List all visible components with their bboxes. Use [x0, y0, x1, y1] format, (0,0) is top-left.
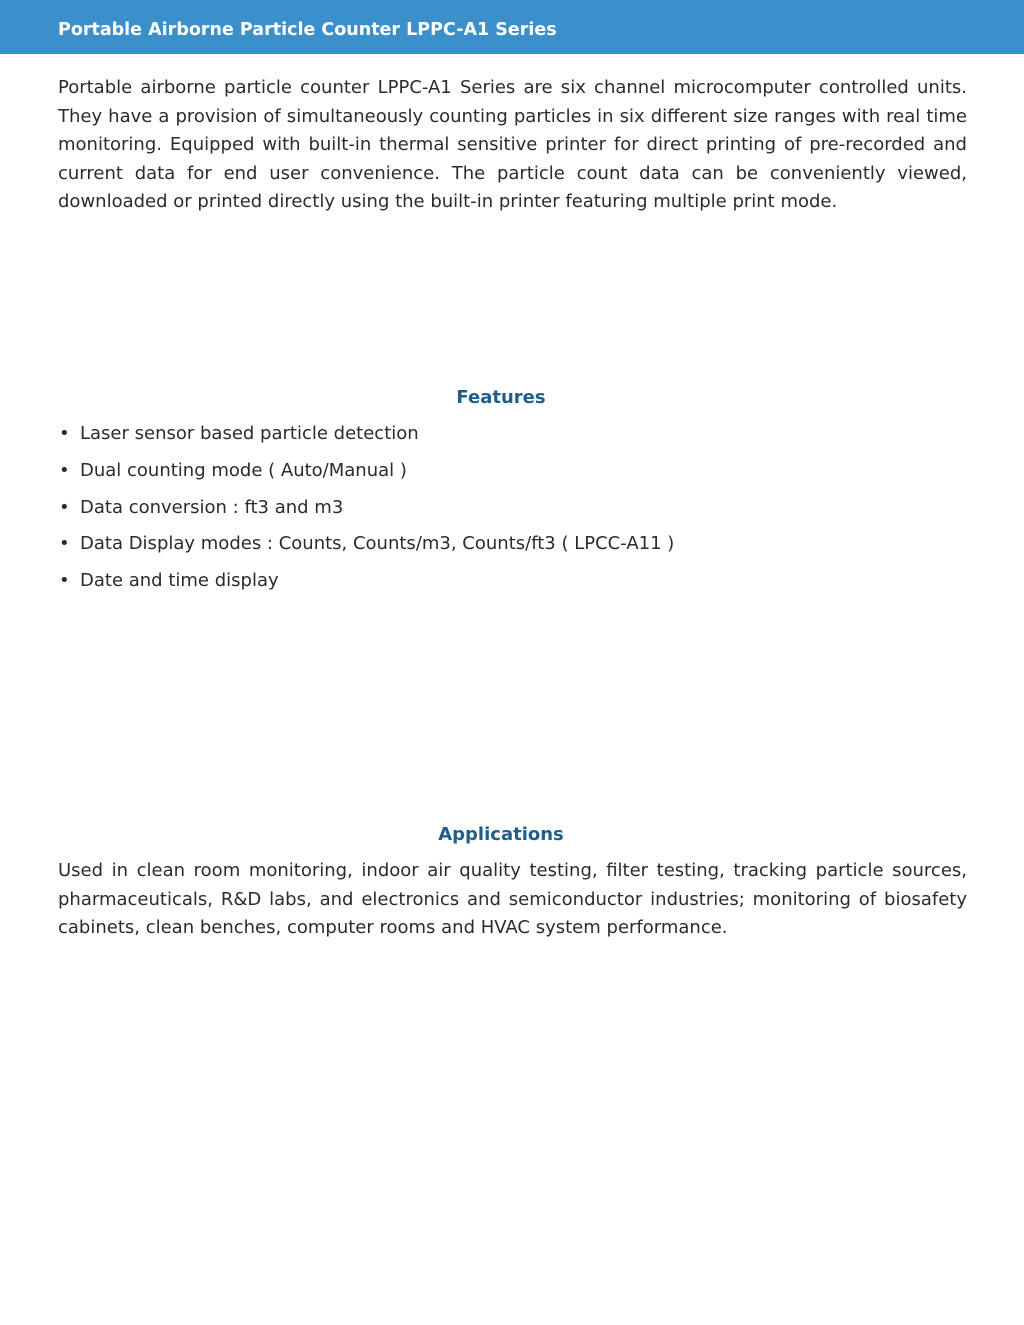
features-list	[58, 422, 674, 606]
bullet-icon: •	[59, 496, 70, 518]
bullet-icon: •	[59, 570, 70, 592]
features-heading: Features	[456, 387, 546, 408]
feature-text: Laser sensor based particle detection	[80, 423, 419, 444]
bullet-icon: •	[59, 423, 70, 444]
feature-text: Dual counting mode ( Auto/Manual )	[80, 459, 407, 481]
bullet-icon: •	[59, 533, 70, 555]
intro-paragraph: Portable airborne particle counter LPPC-A1 Series are six channel microcomputer controlled units. They have a provision of simultaneously counting particles in six different size ranges with real time monitoring. Equipped with built-in thermal sensitive printer for direct printing of pre-recorded and current data for end user convenience. The particle count data can be conveniently viewed, downloaded or printed directly using the built-in printer featuring multiple print mode.	[58, 77, 967, 213]
applications-heading: Applications	[438, 824, 564, 845]
header-bar	[0, 0, 1024, 54]
applications-paragraph: Used in clean room monitoring, indoor air quality testing, filter testing, tracking particle sources, pharmaceuticals, R&D labs, and electronics and semiconductor industries; monitoring of biosafety cabinets, clean benches, computer rooms and HVAC system performance.	[58, 860, 967, 939]
list-item	[58, 422, 674, 459]
bullet-icon: •	[59, 459, 70, 481]
list-item	[58, 569, 674, 606]
feature-text: Data Display modes : Counts, Counts/m3, Counts/ft3 ( LPCC-A11 )	[80, 533, 675, 555]
page-title: Portable Airborne Particle Counter LPPC-A1 Series	[58, 20, 557, 40]
list-item	[58, 532, 674, 569]
list-item	[58, 459, 674, 496]
list-item	[58, 496, 674, 533]
feature-text: Data conversion : ft3 and m3	[80, 496, 344, 518]
feature-text: Date and time display	[80, 570, 279, 592]
